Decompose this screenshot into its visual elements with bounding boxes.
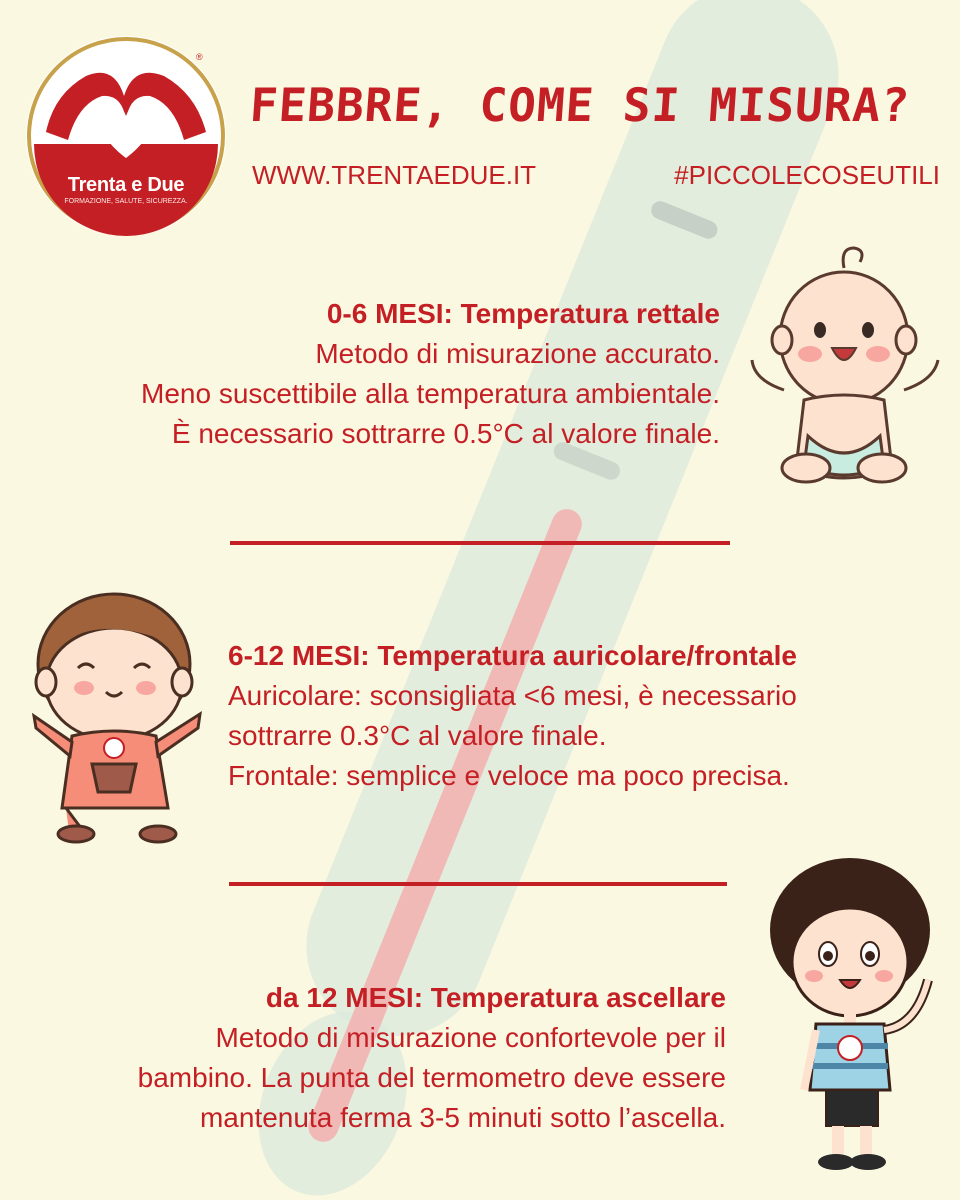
page-title: FEBBRE, COME SI MISURA? <box>248 78 912 132</box>
section-axillary <box>6 978 726 1138</box>
section-divider <box>230 541 730 545</box>
baby-illustration <box>744 240 944 490</box>
brand-logo <box>24 34 228 238</box>
logo-tagline: FORMAZIONE, SALUTE, SICUREZZA. <box>64 198 188 205</box>
section-line: Metodo di misurazione confortevole per il <box>215 1022 726 1053</box>
section-heading: da 12 MESI: Temperatura ascellare <box>265 982 726 1013</box>
hashtag: #PICCOLECOSEUTILI <box>674 160 940 190</box>
section-rectal <box>20 294 720 454</box>
section-heading: 0-6 MESI: Temperatura rettale <box>326 298 720 329</box>
section-line: sottrarre 0.3°C al valore finale. <box>228 720 607 751</box>
section-line: È necessario sottrarre 0.5°C al valore finale. <box>171 418 720 449</box>
section-line: Meno suscettibile alla temperatura ambientale. <box>141 378 720 409</box>
section-divider <box>229 882 727 886</box>
hands-heart-icon <box>24 34 228 238</box>
registered-mark: ® <box>196 52 203 62</box>
website-link[interactable]: WWW.TRENTAEDUE.IT <box>252 160 537 190</box>
section-line: mantenuta ferma 3-5 minuti sotto l’ascella. <box>199 1102 726 1133</box>
child-illustration <box>760 850 950 1180</box>
section-line: Auricolare: sconsigliata <6 mesi, è necessario <box>228 680 797 711</box>
section-line: bambino. La punta del termometro deve essere <box>137 1062 726 1093</box>
section-ear-forehead <box>228 636 948 796</box>
section-line: Metodo di misurazione accurato. <box>315 338 720 369</box>
logo-name: Trenta e Due <box>67 174 185 196</box>
toddler-illustration <box>22 586 212 846</box>
section-line: Frontale: semplice e veloce ma poco precisa. <box>228 760 790 791</box>
section-heading: 6-12 MESI: Temperatura auricolare/frontale <box>228 640 797 671</box>
